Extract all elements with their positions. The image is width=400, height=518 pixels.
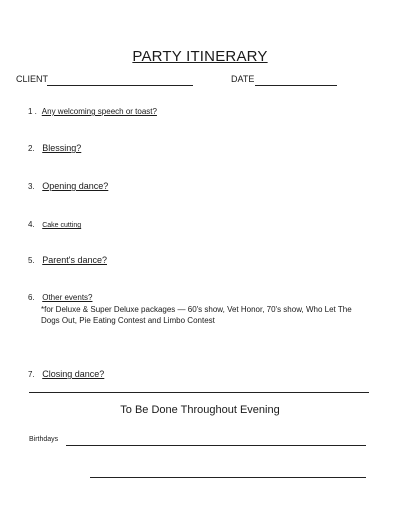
date-field[interactable]	[255, 85, 337, 86]
item-label: Blessing?	[42, 143, 82, 153]
item-number: 5.	[28, 256, 35, 265]
item-opening-dance	[28, 181, 108, 191]
birthdays-label: Birthdays	[29, 436, 59, 443]
item-number: 7.	[28, 370, 35, 379]
item-closing-dance	[28, 369, 104, 379]
section-divider	[29, 392, 369, 393]
item-blessing	[28, 143, 81, 153]
other-events-note: *for Deluxe & Super Deluxe packages — 60's show, Vet Honor, 70's show, Who Let The Dogs Out, Pie Eating Contest and Limbo Contest	[41, 305, 352, 325]
item-label: Any welcoming speech or toast?	[41, 107, 157, 116]
item-other-events	[28, 293, 92, 302]
birthdays-field[interactable]	[66, 445, 366, 446]
item-label: Cake cutting	[42, 222, 82, 229]
item-number: 6.	[28, 293, 35, 302]
birthdays-field-continued[interactable]	[90, 477, 366, 478]
item-label: Other events?	[42, 293, 93, 302]
item-label: Closing dance?	[42, 369, 105, 379]
item-cake-cutting	[28, 220, 81, 229]
item-welcoming-speech	[28, 107, 157, 116]
item-number: 4.	[28, 220, 35, 229]
item-parents-dance	[28, 255, 107, 265]
item-number: 2.	[28, 144, 35, 153]
item-number: 1 .	[28, 107, 37, 116]
client-label: CLIENT	[16, 74, 49, 84]
item-label: Parent's dance?	[42, 255, 107, 265]
page-title: PARTY ITINERARY	[132, 48, 268, 65]
date-label: DATE	[231, 74, 255, 84]
item-number: 3.	[28, 182, 35, 191]
item-label: Opening dance?	[42, 181, 109, 191]
client-field[interactable]	[47, 85, 193, 86]
throughout-evening-heading: To Be Done Throughout Evening	[120, 404, 280, 416]
